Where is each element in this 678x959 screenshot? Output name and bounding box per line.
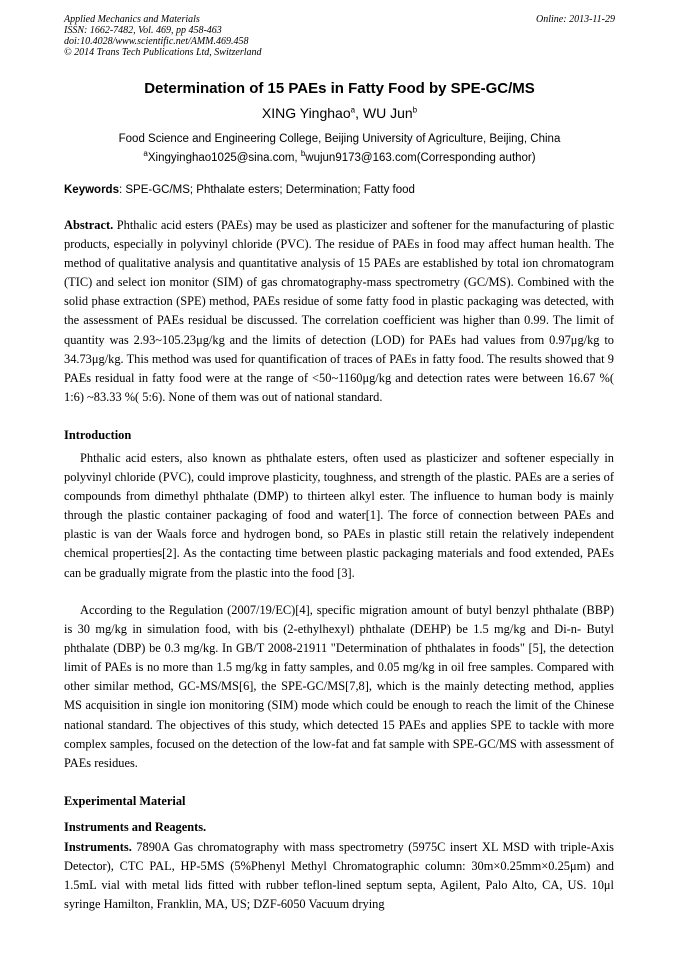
email-mark: b	[300, 149, 306, 159]
journal-name: Applied Mechanics and Materials	[64, 14, 200, 25]
author-name: WU Jun	[362, 105, 413, 121]
abstract-text: Phthalic acid esters (PAEs) may be used as plasticizer and softener for the manufacturing of plastic products, especially in polyvinyl chloride (PVC). The residue of PAEs in food may affect human health. The method of qualitative analysis and quantitative analysis of 15 PAEs are established by total ion chromatogram (TIC) and select ion monitor (SIM) of gas chromatography-mass spectrometry (GC/MS). Combined with the solid phase extraction (SPE) method, PAEs residue of some fatty food in plastic packaging was detected, with the assessment of PAEs residual be discussed. The correlation coefficient was higher than 0.99. The limit of quantity was 2.93~105.23μg/kg and the limits of detection (LOD) for PAEs had values from 0.97μg/kg to 34.73μg/kg. This method was used for quantification of traces of PAEs in fatty food. The results showed that 9 PAEs residual in fatty food were at the range of <50~1160μg/kg and detection rates were between 16.67 %( 1:6) ~83.33 %( 5:6). None of them was out of national standard.	[64, 218, 614, 404]
author-separator: ,	[355, 105, 363, 121]
keywords-label: Keywords	[64, 184, 119, 196]
instruments-text: 7890A Gas chromatography with mass spectrometry (5975C insert XL MSD with triple-Axis Detector), CTC PAL, HP-5MS (5%Phenyl Methyl Chromatographic column: 30m×0.25mm×0.25μm) and 1.5mL vial with metal lids fitted with rubber teflon-lined septum septa, Agilent, Palo Alto, CA, US. 10μl syringe Hamilton, Franklin, MA, US; DZF-6050 Vacuum drying	[64, 840, 614, 912]
instruments-paragraph	[64, 838, 614, 914]
journal-header	[64, 14, 615, 58]
author-affiliation-mark: b	[412, 105, 418, 115]
journal-copyright: © 2014 Trans Tech Publications Ltd, Switzerland	[64, 47, 262, 58]
keywords	[64, 184, 615, 196]
author-name: XING Yinghao	[261, 105, 351, 121]
author-emails	[64, 149, 615, 164]
subsection-heading: Instruments and Reagents.	[64, 820, 207, 834]
section-heading: Introduction	[64, 428, 132, 442]
paper-title: Determination of 15 PAEs in Fatty Food by SPE-GC/MS	[144, 80, 535, 97]
email-mark: a	[143, 149, 148, 159]
intro-paragraph: Phthalic acid esters, also known as phthalate esters, often used as plasticizer and softener especially in polyvinyl chloride (PVC), could improve plasticity, toughness, and strength of the plastic. PAEs are a series of compounds from dimethyl phthalate (DMP) to thirteen alkyl ester. The influence to human body is mainly through the plastic container packaging of food and water[1]. The force of connection between PAEs and plastic is van der Waals force and hydrogen bond, so PAEs in plastic still retain the relatively independent chemical properties[2]. As the contacting time between plastic packaging materials and food extended, PAEs can be gradually migrate from the plastic into the food [3].	[64, 451, 614, 580]
journal-issn: ISSN: 1662-7482, Vol. 469, pp 458-463	[64, 25, 222, 36]
email-address: Xingyinghao1025@sina.com,	[147, 152, 301, 164]
online-date: Online: 2013-11-29	[536, 14, 615, 25]
journal-doi: doi:10.4028/www.scientific.net/AMM.469.458	[64, 36, 249, 47]
author-line	[64, 105, 615, 121]
keywords-text: : SPE-GC/MS; Phthalate esters; Determination; Fatty food	[118, 184, 415, 196]
abstract-label: Abstract.	[64, 218, 114, 232]
intro-paragraph: According to the Regulation (2007/19/EC)[4], specific migration amount of butyl benzyl phthalate (BBP) is 30 mg/kg in simulation food, with bis (2-ethylhexyl) phthalate (DEHP) be 1.5 mg/kg and Di-n- Butyl phthalate (DBP) be 0.3 mg/kg. In GB/T 2008-21911 "Determination of phthalates in foods" [5], the detection limit of PAEs is no more than 1.5 mg/kg in fatty samples, and 0.05 mg/kg in oil free samples. Compared with other similar method, GC-MS/MS[6], the SPE-GC/MS[7,8], which is the mainly detecting method, applies MS acquisition in single ion monitoring (SIM) mode which could be enough to reach the limit of the Chinese national standard. The objectives of this study, which detected 15 PAEs and applies SPE to tackle with more complex samples, focused on the detection of the low-fat and fat sample with SPE-GC/MS with assessment of PAEs residues.	[64, 603, 614, 770]
email-address: wujun9173@163.com(Corresponding author)	[305, 152, 536, 164]
section-heading: Experimental Material	[64, 794, 186, 808]
instruments-label: Instruments.	[64, 840, 132, 854]
author-affiliation-mark: a	[350, 105, 356, 115]
affiliation: Food Science and Engineering College, Beijing University of Agriculture, Beijing, China	[118, 133, 561, 145]
abstract	[64, 216, 614, 407]
